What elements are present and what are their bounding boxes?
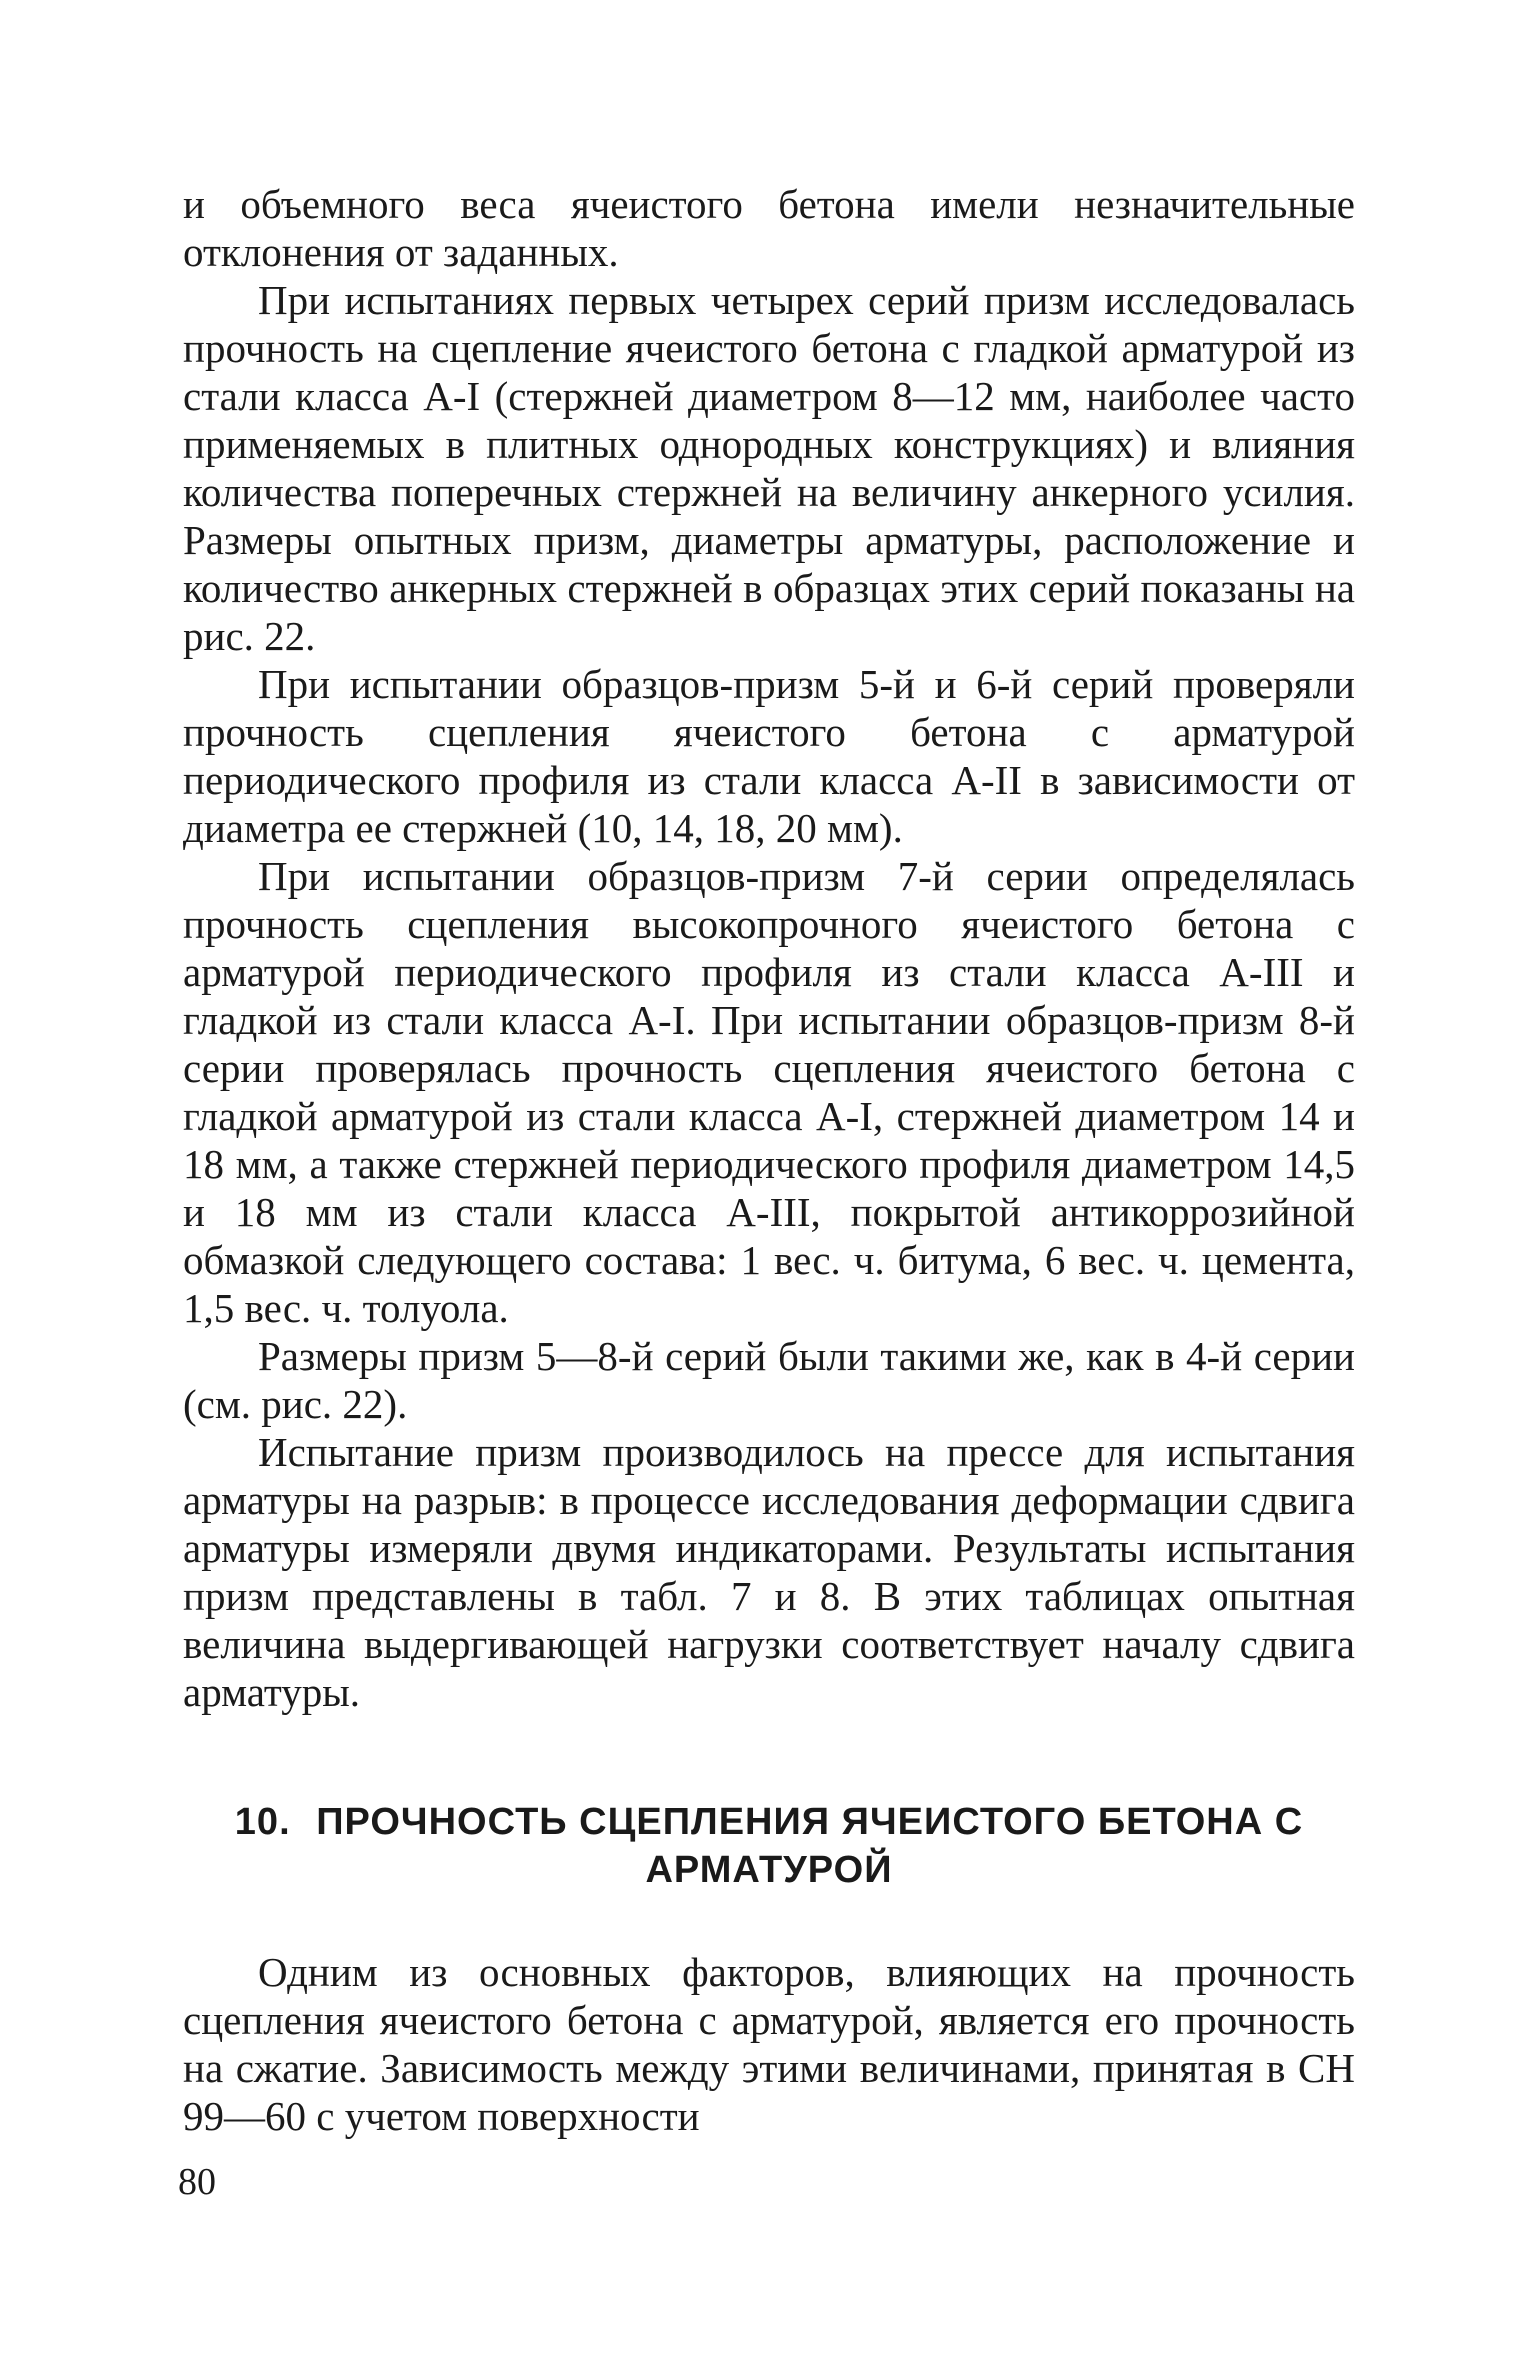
page-number: 80 <box>178 2161 216 2203</box>
section-number: 10. <box>234 1801 291 1843</box>
paragraph-compression-strength: Одним из основных факторов, влияющих на прочность сцепления ячеистого бетона с арматурой, является его прочность на сжатие. Зависимость между этими величинами, принятая в СН 99—60 с учетом поверхности <box>183 1949 1355 2139</box>
paragraph-series-1-4: При испытаниях первых четырех серий призм исследовалась прочность на сцепление ячеистого бетона с гладкой арматурой из стали класса А-I (стержней диаметром 8—12 мм, наиболее часто применяемых в плитных однородных конструкциях) и влияния количества поперечных стержней на величину анкерного усилия. Размеры опытных призм, диаметры арматуры, расположение и количество анкерных стержней в образцах этих серий показаны на рис. 22. <box>183 277 1355 659</box>
paragraph-continuation: и объемного веса ячеистого бетона имели незначительные отклонения от заданных. <box>183 181 1355 275</box>
section-heading <box>183 1798 1355 1894</box>
paragraph-prism-sizes: Размеры призм 5—8-й серий были такими же, как в 4-й серии (см. рис. 22). <box>183 1333 1355 1427</box>
paragraph-testing: Испытание призм производилось на прессе для испытания арматуры на разрыв: в процессе исследования деформации сдвига арматуры измеряли двумя индикаторами. Результаты испытания призм представлены в табл. 7 и 8. В этих таблицах опытная величина выдергивающей нагрузки соответствует началу сдвига арматуры. <box>183 1429 1355 1715</box>
paragraph-series-7-8: При испытании образцов-призм 7-й серии определялась прочность сцепления высокопрочного ячеистого бетона с арматурой периодического профиля из стали класса А-III и гладкой из стали класса А-I. При испытании образцов-призм 8-й серии проверялась прочность сцепления ячеистого бетона с гладкой арматурой из стали класса А-I, стержней диаметром 14 и 18 мм, а также стержней периодического профиля диаметром 14,5 и 18 мм из стали класса А-III, покрытой антикоррозийной обмазкой следующего состава: 1 вес. ч. битума, 6 вес. ч. цемента, 1,5 вес. ч. толуола. <box>183 853 1355 1331</box>
section-title: ПРОЧНОСТЬ СЦЕПЛЕНИЯ ЯЧЕИСТОГО БЕТОНА С АРМАТУРОЙ <box>316 1801 1304 1891</box>
page-body <box>183 180 1355 2140</box>
paragraph-series-5-6: При испытании образцов-призм 5-й и 6-й серий проверяли прочность сцепления ячеистого бетона с арматурой периодического профиля из стали класса А-II в зависимости от диаметра ее стержней (10, 14, 18, 20 мм). <box>183 661 1355 851</box>
